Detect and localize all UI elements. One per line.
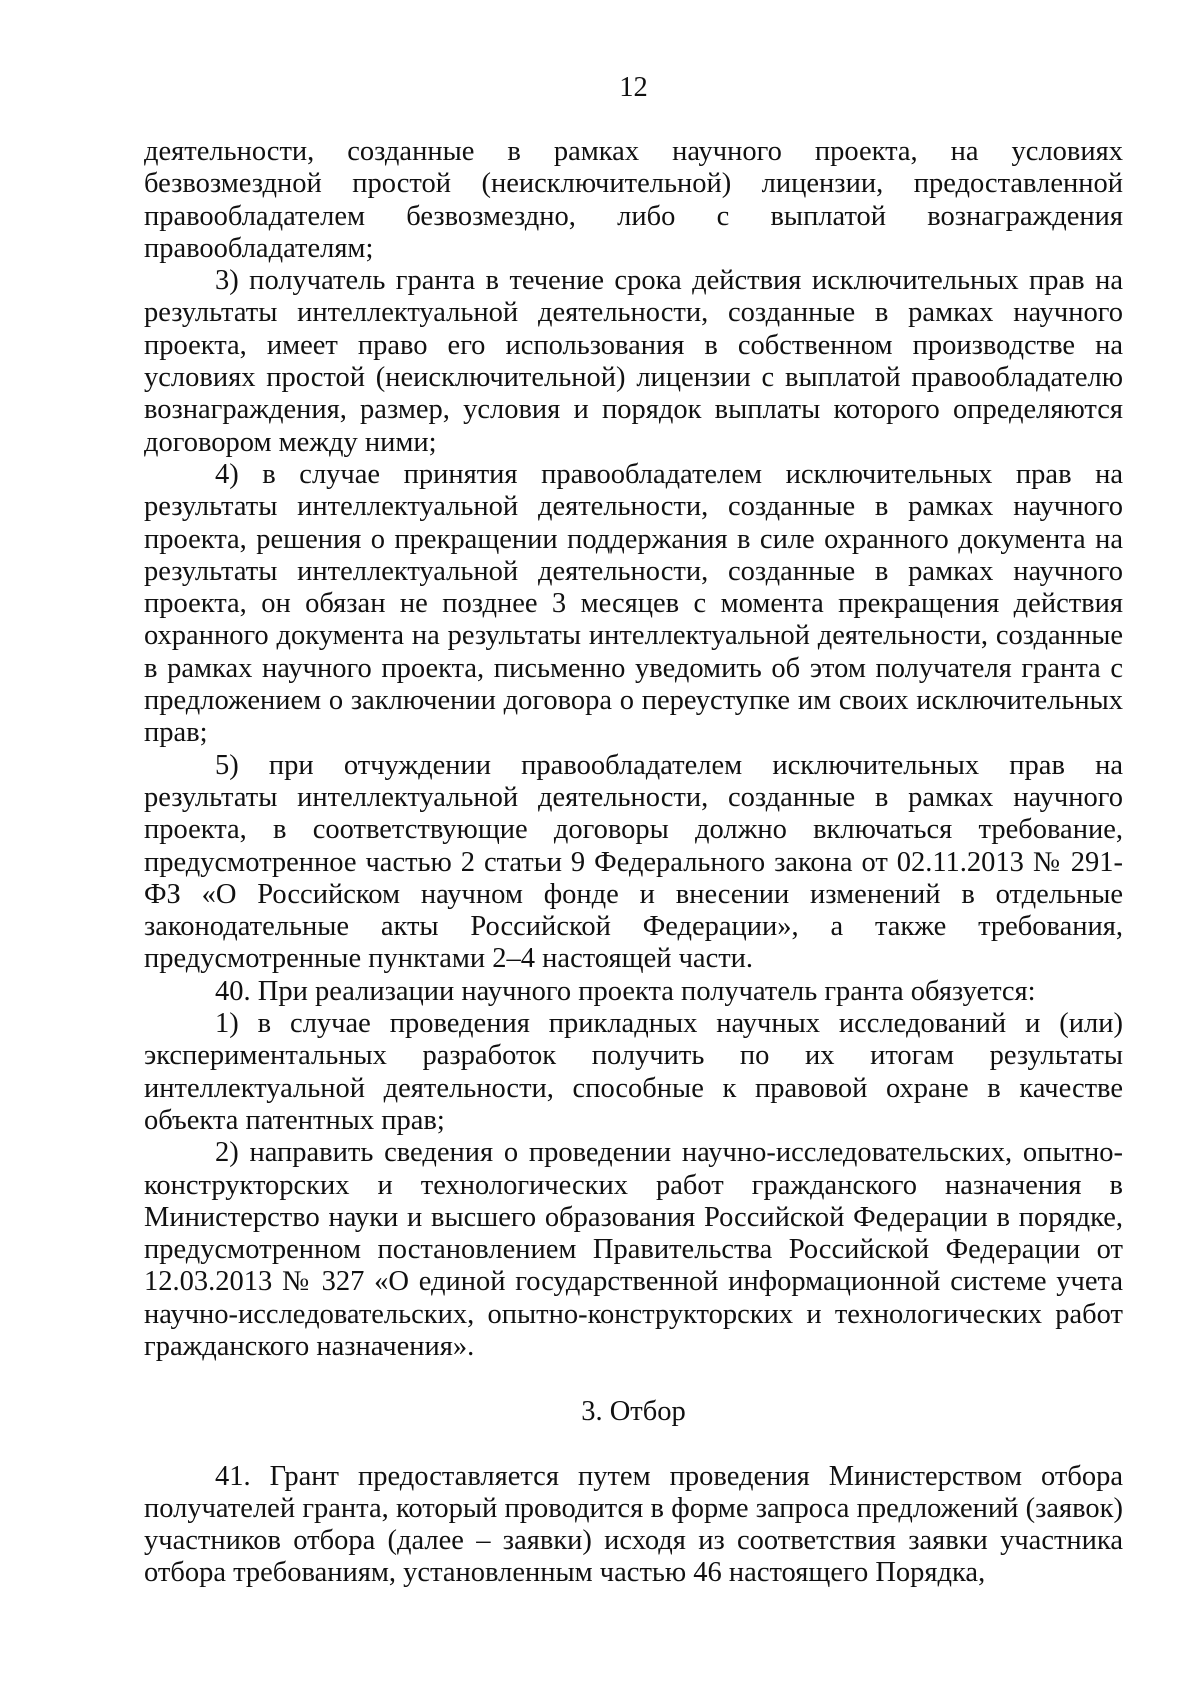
paragraph-item-5: 5) при отчуждении правообладателем исключительных прав на результаты интеллектуальной деятельности, созданные в рамках научного проекта, в соответствующие договоры должно включаться требование, предусмотренное частью 2 статьи 9 Федерального закона от 02.11.2013 № 291-ФЗ «О Российском научном фонде и внесении изменений в отдельные законодательные акты Российской Федерации», а также требования, предусмотренные пунктами 2–4 настоящей части. bbox=[144, 749, 1123, 975]
paragraph-continuation: деятельности, созданные в рамках научного проекта, на условиях безвозмездной простой (неисключительной) лицензии, предоставленной правообладателем безвозмездно, либо с выплатой вознаграждения правообладателям; bbox=[144, 136, 1123, 264]
document-page bbox=[144, 0, 1123, 1697]
paragraph-item-4: 4) в случае принятия правообладателем исключительных прав на результаты интеллектуальной деятельности, созданные в рамках научного проекта, решения о прекращении поддержания в силе охранного документа на результаты интеллектуальной деятельности, созданные в рамках научного проекта, он обязан не позднее 3 месяцев с момента прекращения действия охранного документа на результаты интеллектуальной деятельности, созданные в рамках научного проекта, письменно уведомить об этом получателя гранта с предложением о заключении договора о переуступке им своих исключительных прав; bbox=[144, 458, 1123, 749]
document-body bbox=[144, 136, 1123, 1590]
section-heading: 3. Отбор bbox=[581, 1396, 686, 1428]
paragraph-item-3: 3) получатель гранта в течение срока действия исключительных прав на результаты интеллектуальной деятельности, созданные в рамках научного проекта, имеет право его использования в собственном производстве на условиях простой (неисключительной) лицензии с выплатой правообладателю вознаграждения, размер, условия и порядок выплаты которого определяются договором между ними; bbox=[144, 265, 1123, 458]
paragraph-clause-40-item-1: 1) в случае проведения прикладных научных исследований и (или) экспериментальных разработок получить по их итогам результаты интеллектуальной деятельности, способные к правовой охране в качестве объекта патентных прав; bbox=[144, 1008, 1123, 1136]
paragraph-clause-41: 41. Грант предоставляется путем проведения Министерством отбора получателей гранта, который проводится в форме запроса предложений (заявок) участников отбора (далее – заявки) исходя из соответствия заявки участника отбора требованиям, установленным частью 46 настоящего Порядка, bbox=[144, 1460, 1123, 1589]
paragraph-clause-40: 40. При реализации научного проекта получатель гранта обязуется: bbox=[215, 975, 1036, 1007]
paragraph-clause-40-item-2: 2) направить сведения о проведении научно-исследовательских, опытно-конструкторских и технологических работ гражданского назначения в Министерство науки и высшего образования Российской Федерации в порядке, предусмотренном постановлением Правительства Российской Федерации от 12.03.2013 № 327 «О единой государственной информационной системе учета научно-исследовательских, опытно-конструкторских и технологических работ гражданского назначения». bbox=[144, 1137, 1123, 1362]
page-number: 12 bbox=[619, 72, 648, 103]
